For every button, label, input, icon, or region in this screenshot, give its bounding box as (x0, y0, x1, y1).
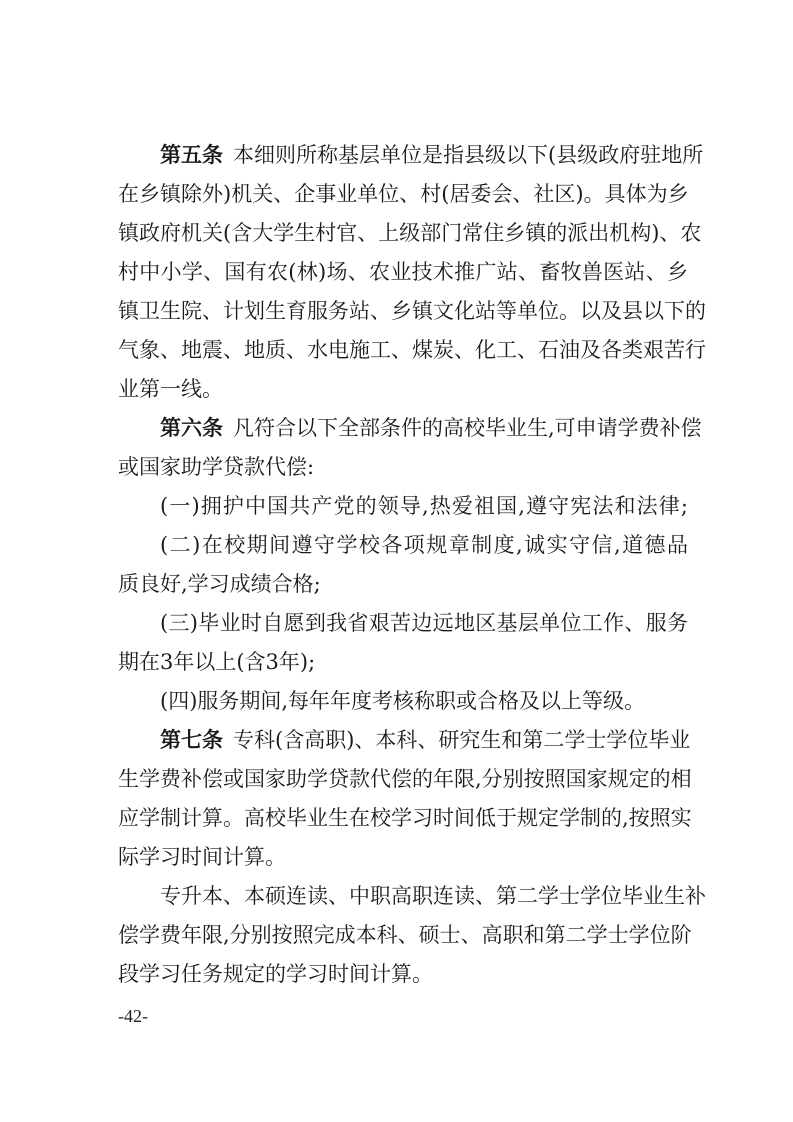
article7-para2-line-3: 段学习任务规定的学习时间计算。 (118, 962, 433, 986)
article6-line-2: 或国家助学贷款代偿: (118, 455, 315, 479)
article7-para2-line-2: 偿学费年限,分别按照完成本科、硕士、高职和第二学士学位阶 (118, 923, 692, 947)
article6-item-1: (一)拥护中国共产党的领导,热爱祖国,遵守宪法和法律; (160, 494, 688, 518)
article6-item-3-line-1: (三)毕业时自愿到我省艰苦边远地区基层单位工作、服务 (160, 611, 688, 635)
page-number: -42- (118, 1006, 148, 1026)
article5-text-1: 本细则所称基层单位是指县级以下(县级政府驻地所 (233, 143, 704, 167)
article5-label: 第五条 (160, 142, 223, 167)
article6-item-4: (四)服务期间,每年年度考核称职或合格及以上等级。 (160, 689, 646, 713)
article6-label: 第六条 (160, 415, 223, 440)
article5-line-3: 镇政府机关(含大学生村官、上级部门常住乡镇的派出机构)、农 (118, 221, 702, 245)
article7-line-4: 际学习时间计算。 (118, 845, 286, 869)
article6-item-2-line-1: (二)在校期间遵守学校各项规章制度,诚实守信,道德品 (160, 533, 688, 557)
article5-line-5: 镇卫生院、计划生育服务站、乡镇文化站等单位。以及县以下的 (118, 299, 706, 323)
article6-text-1: 凡符合以下全部条件的高校毕业生,可申请学费补偿 (233, 416, 702, 440)
article7-text-1: 专科(含高职)、本科、研究生和第二学士学位毕业 (233, 728, 691, 752)
article5-line-2: 在乡镇除外)机关、企事业单位、村(居委会、社区)。具体为乡 (118, 182, 689, 206)
article5-line-4: 村中小学、国有农(林)场、农业技术推广站、畜牧兽医站、乡 (118, 260, 688, 284)
article5-line-7: 业第一线。 (118, 377, 223, 401)
article6-item-2-line-2: 质良好,学习成绩合格; (118, 572, 321, 596)
article5-line-1 (160, 140, 704, 170)
article7-label: 第七条 (160, 727, 223, 752)
article6-item-3-line-2: 期在3年以上(含3年); (118, 650, 316, 674)
article6-line-1 (160, 413, 702, 443)
article5-line-6: 气象、地震、地质、水电施工、煤炭、化工、石油及各类艰苦行 (118, 338, 706, 362)
article7-line-3: 应学制计算。高校毕业生在校学习时间低于规定学制的,按照实 (118, 806, 692, 830)
article7-line-1 (160, 725, 691, 755)
article7-para2-line-1: 专升本、本硕连读、中职高职连读、第二学士学位毕业生补 (160, 884, 706, 908)
article7-line-2: 生学费补偿或国家助学贷款代偿的年限,分别按照国家规定的相 (118, 767, 692, 791)
